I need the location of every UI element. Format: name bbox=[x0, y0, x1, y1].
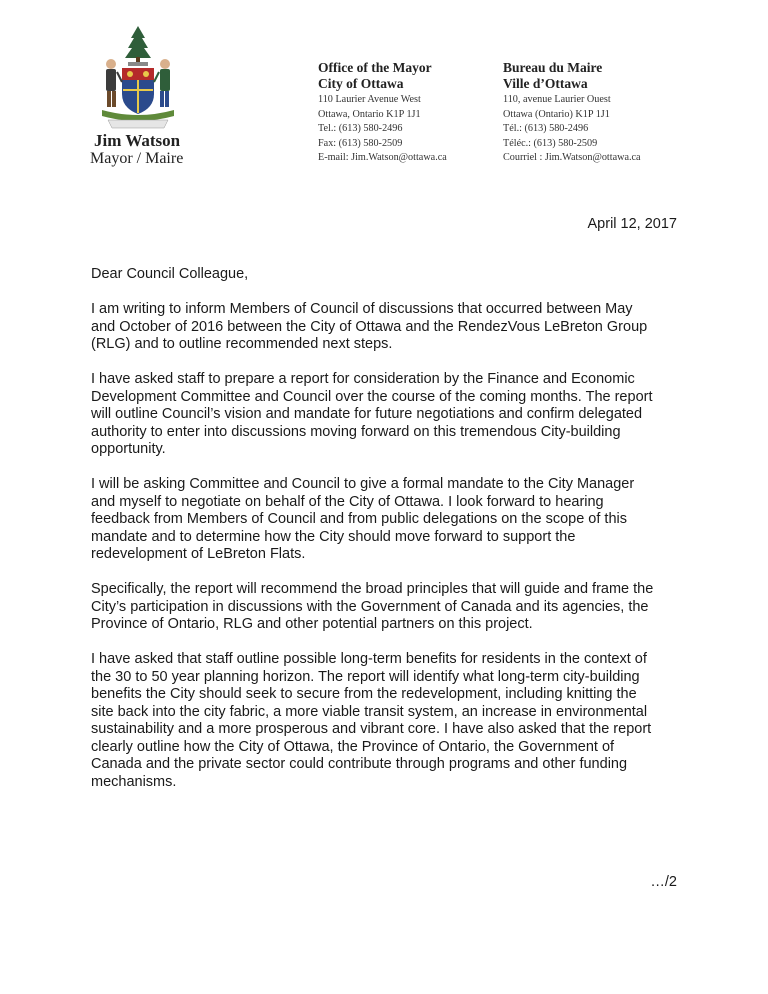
office-title-fr: Bureau du Maire bbox=[503, 60, 603, 75]
email-fr[interactable]: Courriel : Jim.Watson@ottawa.ca bbox=[503, 152, 641, 163]
salutation bbox=[91, 266, 691, 284]
email-en[interactable]: E-mail: Jim.Watson@ottawa.ca bbox=[318, 152, 447, 163]
text-line: opportunity. bbox=[91, 441, 166, 457]
paragraph-1 bbox=[91, 301, 691, 354]
telephone-en: Tel.: (613) 580-2496 bbox=[318, 123, 403, 134]
text-line: I am writing to inform Members of Council of discussions that occurred between May bbox=[91, 301, 633, 317]
text-line: Specifically, the report will recommend the broad principles that will guide and frame the bbox=[91, 581, 654, 597]
city-coat-of-arms-icon bbox=[98, 24, 178, 132]
text-line: I have asked that staff outline possible long-term benefits for residents in the context of bbox=[91, 651, 647, 667]
address-line1-fr: 110, avenue Laurier Ouest bbox=[503, 94, 611, 105]
text-line: (RLG) and to outline recommended next steps. bbox=[91, 336, 393, 352]
text-line: City’s participation in discussions with the Government of Canada and its agencies, the bbox=[91, 598, 649, 615]
text-line: site back into the city fabric, a more viable transit system, an increase in environmental bbox=[91, 703, 648, 720]
text-line: the 30 to 50 year planning horizon. The report will identify what long-term city-building bbox=[91, 668, 640, 685]
text-line: feedback from Members of Council and from public delegations on the scope of this bbox=[91, 511, 627, 527]
signatory-name: Jim Watson bbox=[94, 131, 181, 150]
text-line: will outline Council’s vision and mandate for future negotiations and confirm delegated bbox=[91, 406, 643, 422]
paragraph-5 bbox=[91, 651, 691, 791]
fax-fr: Téléc.: (613) 580-2509 bbox=[503, 137, 598, 149]
paragraph-2 bbox=[91, 371, 691, 459]
letter-body bbox=[91, 266, 691, 809]
letter-date: April 12, 2017 bbox=[587, 216, 677, 232]
text-line: benefits the City should seek to secure from the redevelopment, including knitting the bbox=[91, 686, 637, 702]
text-line: authority to enter into discussions moving forward on this tremendous City-building bbox=[91, 423, 621, 440]
office-english bbox=[318, 60, 447, 166]
text-line: and myself to negotiate on behalf of the City of Ottawa. I look forward to hearing bbox=[91, 493, 604, 510]
address-line2-en: Ottawa, Ontario K1P 1J1 bbox=[318, 108, 421, 120]
letterhead bbox=[0, 0, 768, 180]
text-line: mechanisms. bbox=[91, 773, 177, 790]
office-french bbox=[503, 60, 641, 166]
paragraph-3 bbox=[91, 476, 691, 564]
city-name-en: City of Ottawa bbox=[318, 76, 404, 91]
page-continuation-marker: …/2 bbox=[650, 874, 677, 890]
text-line: Development Committee and Council over the course of the coming months. The report bbox=[91, 388, 653, 405]
text-line: sustainability and a more prosperous and vibrant core. I have also asked that the report bbox=[91, 721, 652, 737]
address-line2-fr: Ottawa (Ontario) K1P 1J1 bbox=[503, 108, 610, 120]
text-line: redevelopment of LeBreton Flats. bbox=[91, 546, 306, 562]
signatory-title: Mayor / Maire bbox=[90, 150, 184, 167]
fax-en: Fax: (613) 580-2509 bbox=[318, 137, 403, 149]
text-line: Canada and the private sector could contribute through programs and other funding bbox=[91, 756, 628, 772]
address-line1-en: 110 Laurier Avenue West bbox=[318, 94, 421, 105]
text-line: I will be asking Committee and Council to give a formal mandate to the City Manager bbox=[91, 476, 635, 492]
text-line: clearly outline how the City of Ottawa, the Province of Ontario, the Government of bbox=[91, 738, 615, 755]
text-line: Province of Ontario, RLG and other potential partners on this project. bbox=[91, 616, 533, 632]
paragraph-4 bbox=[91, 581, 691, 634]
text-line: mandate and to determine how the City should move forward to support the bbox=[91, 528, 576, 545]
telephone-fr: Tél.: (613) 580-2496 bbox=[503, 123, 589, 134]
city-name-fr: Ville d’Ottawa bbox=[503, 76, 588, 91]
text-line: Dear Council Colleague, bbox=[91, 266, 249, 282]
text-line: and October of 2016 between the City of Ottawa and the RendezVous LeBreton Group bbox=[91, 318, 648, 335]
office-title-en: Office of the Mayor bbox=[318, 60, 432, 75]
text-line: I have asked staff to prepare a report for consideration by the Finance and Economic bbox=[91, 371, 635, 387]
